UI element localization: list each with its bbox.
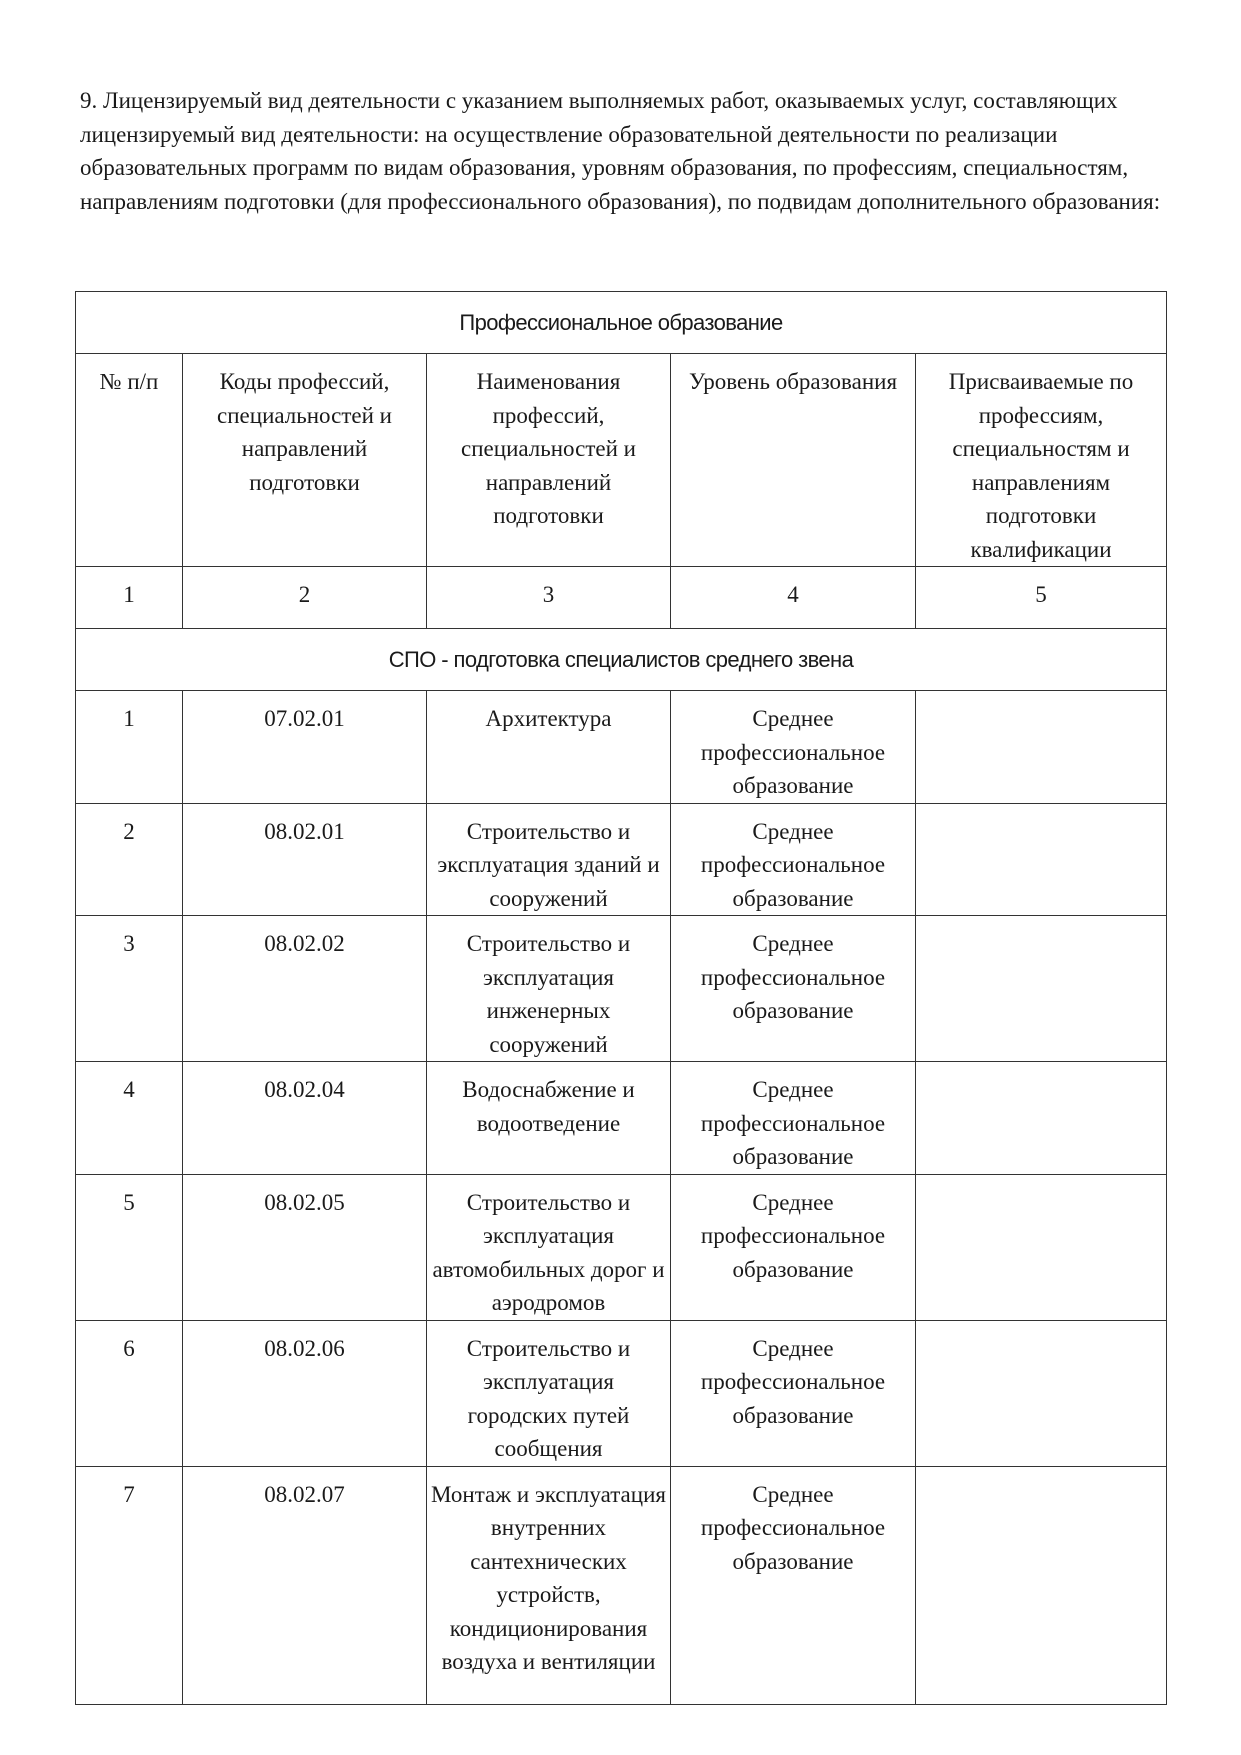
header-code: Коды профессий, специальностей и направлений подготовки [183,354,427,567]
table-row [76,1466,1167,1704]
row-number: 2 [76,803,183,916]
row-qualification [916,1320,1167,1466]
row-code: 08.02.07 [183,1466,427,1704]
row-qualification [916,1062,1167,1175]
table-row [76,916,1167,1062]
column-numbers-row [76,567,1167,629]
row-level: Среднее профессиональное образование [671,1466,916,1704]
row-level: Среднее профессиональное образование [671,1320,916,1466]
row-qualification [916,691,1167,804]
header-num: № п/п [76,354,183,567]
row-number: 7 [76,1466,183,1704]
row-number: 5 [76,1174,183,1320]
row-code: 08.02.04 [183,1062,427,1175]
intro-paragraph: 9. Лицензируемый вид деятельности с указанием выполняемых работ, оказываемых услуг, составляющих лицензируемый вид деятельности: на осуществление образовательной деятельности по реализации образовательных программ по видам образования, уровням образования, по профессиям, специальностям, направлениям подготовки (для профессионального образования), по подвидам дополнительного образования: [80,88,1161,214]
row-level: Среднее профессиональное образование [671,1062,916,1175]
row-qualification [916,1466,1167,1704]
table-row [76,1320,1167,1466]
row-code: 08.02.06 [183,1320,427,1466]
header-qualification: Присваиваемые по профессиям, специальностям и направлениям подготовки квалификации [916,354,1167,567]
row-name: Строительство и эксплуатация зданий и сооружений [427,803,671,916]
column-number: 3 [427,567,671,629]
row-name: Строительство и эксплуатация городских путей сообщения [427,1320,671,1466]
row-number: 6 [76,1320,183,1466]
section-row [76,629,1167,691]
table-header-row [76,354,1167,567]
row-level: Среднее профессиональное образование [671,803,916,916]
table-row [76,803,1167,916]
column-number: 5 [916,567,1167,629]
row-code: 07.02.01 [183,691,427,804]
row-level: Среднее профессиональное образование [671,916,916,1062]
row-code: 08.02.02 [183,916,427,1062]
row-qualification [916,916,1167,1062]
table-title-row [76,292,1167,354]
row-number: 3 [76,916,183,1062]
column-number: 2 [183,567,427,629]
row-level: Среднее профессиональное образование [671,691,916,804]
header-level: Уровень образования [671,354,916,567]
row-name: Строительство и эксплуатация автомобильных дорог и аэродромов [427,1174,671,1320]
row-code: 08.02.01 [183,803,427,916]
row-name: Архитектура [427,691,671,804]
row-number: 1 [76,691,183,804]
row-number: 4 [76,1062,183,1175]
table-row [76,691,1167,804]
row-qualification [916,1174,1167,1320]
table-row [76,1062,1167,1175]
row-level: Среднее профессиональное образование [671,1174,916,1320]
column-number: 1 [76,567,183,629]
header-name: Наименования профессий, специальностей и направлений подготовки [427,354,671,567]
section-title: СПО - подготовка специалистов среднего звена [76,629,1167,691]
license-table [75,291,1167,1705]
row-code: 08.02.05 [183,1174,427,1320]
row-name: Водоснабжение и водоотведение [427,1062,671,1175]
table-title: Профессиональное образование [76,292,1167,354]
row-qualification [916,803,1167,916]
row-name: Строительство и эксплуатация инженерных сооружений [427,916,671,1062]
row-name: Монтаж и эксплуатация внутренних сантехнических устройств, кондиционирования воздуха и вентиляции [427,1466,671,1704]
column-number: 4 [671,567,916,629]
table-row [76,1174,1167,1320]
